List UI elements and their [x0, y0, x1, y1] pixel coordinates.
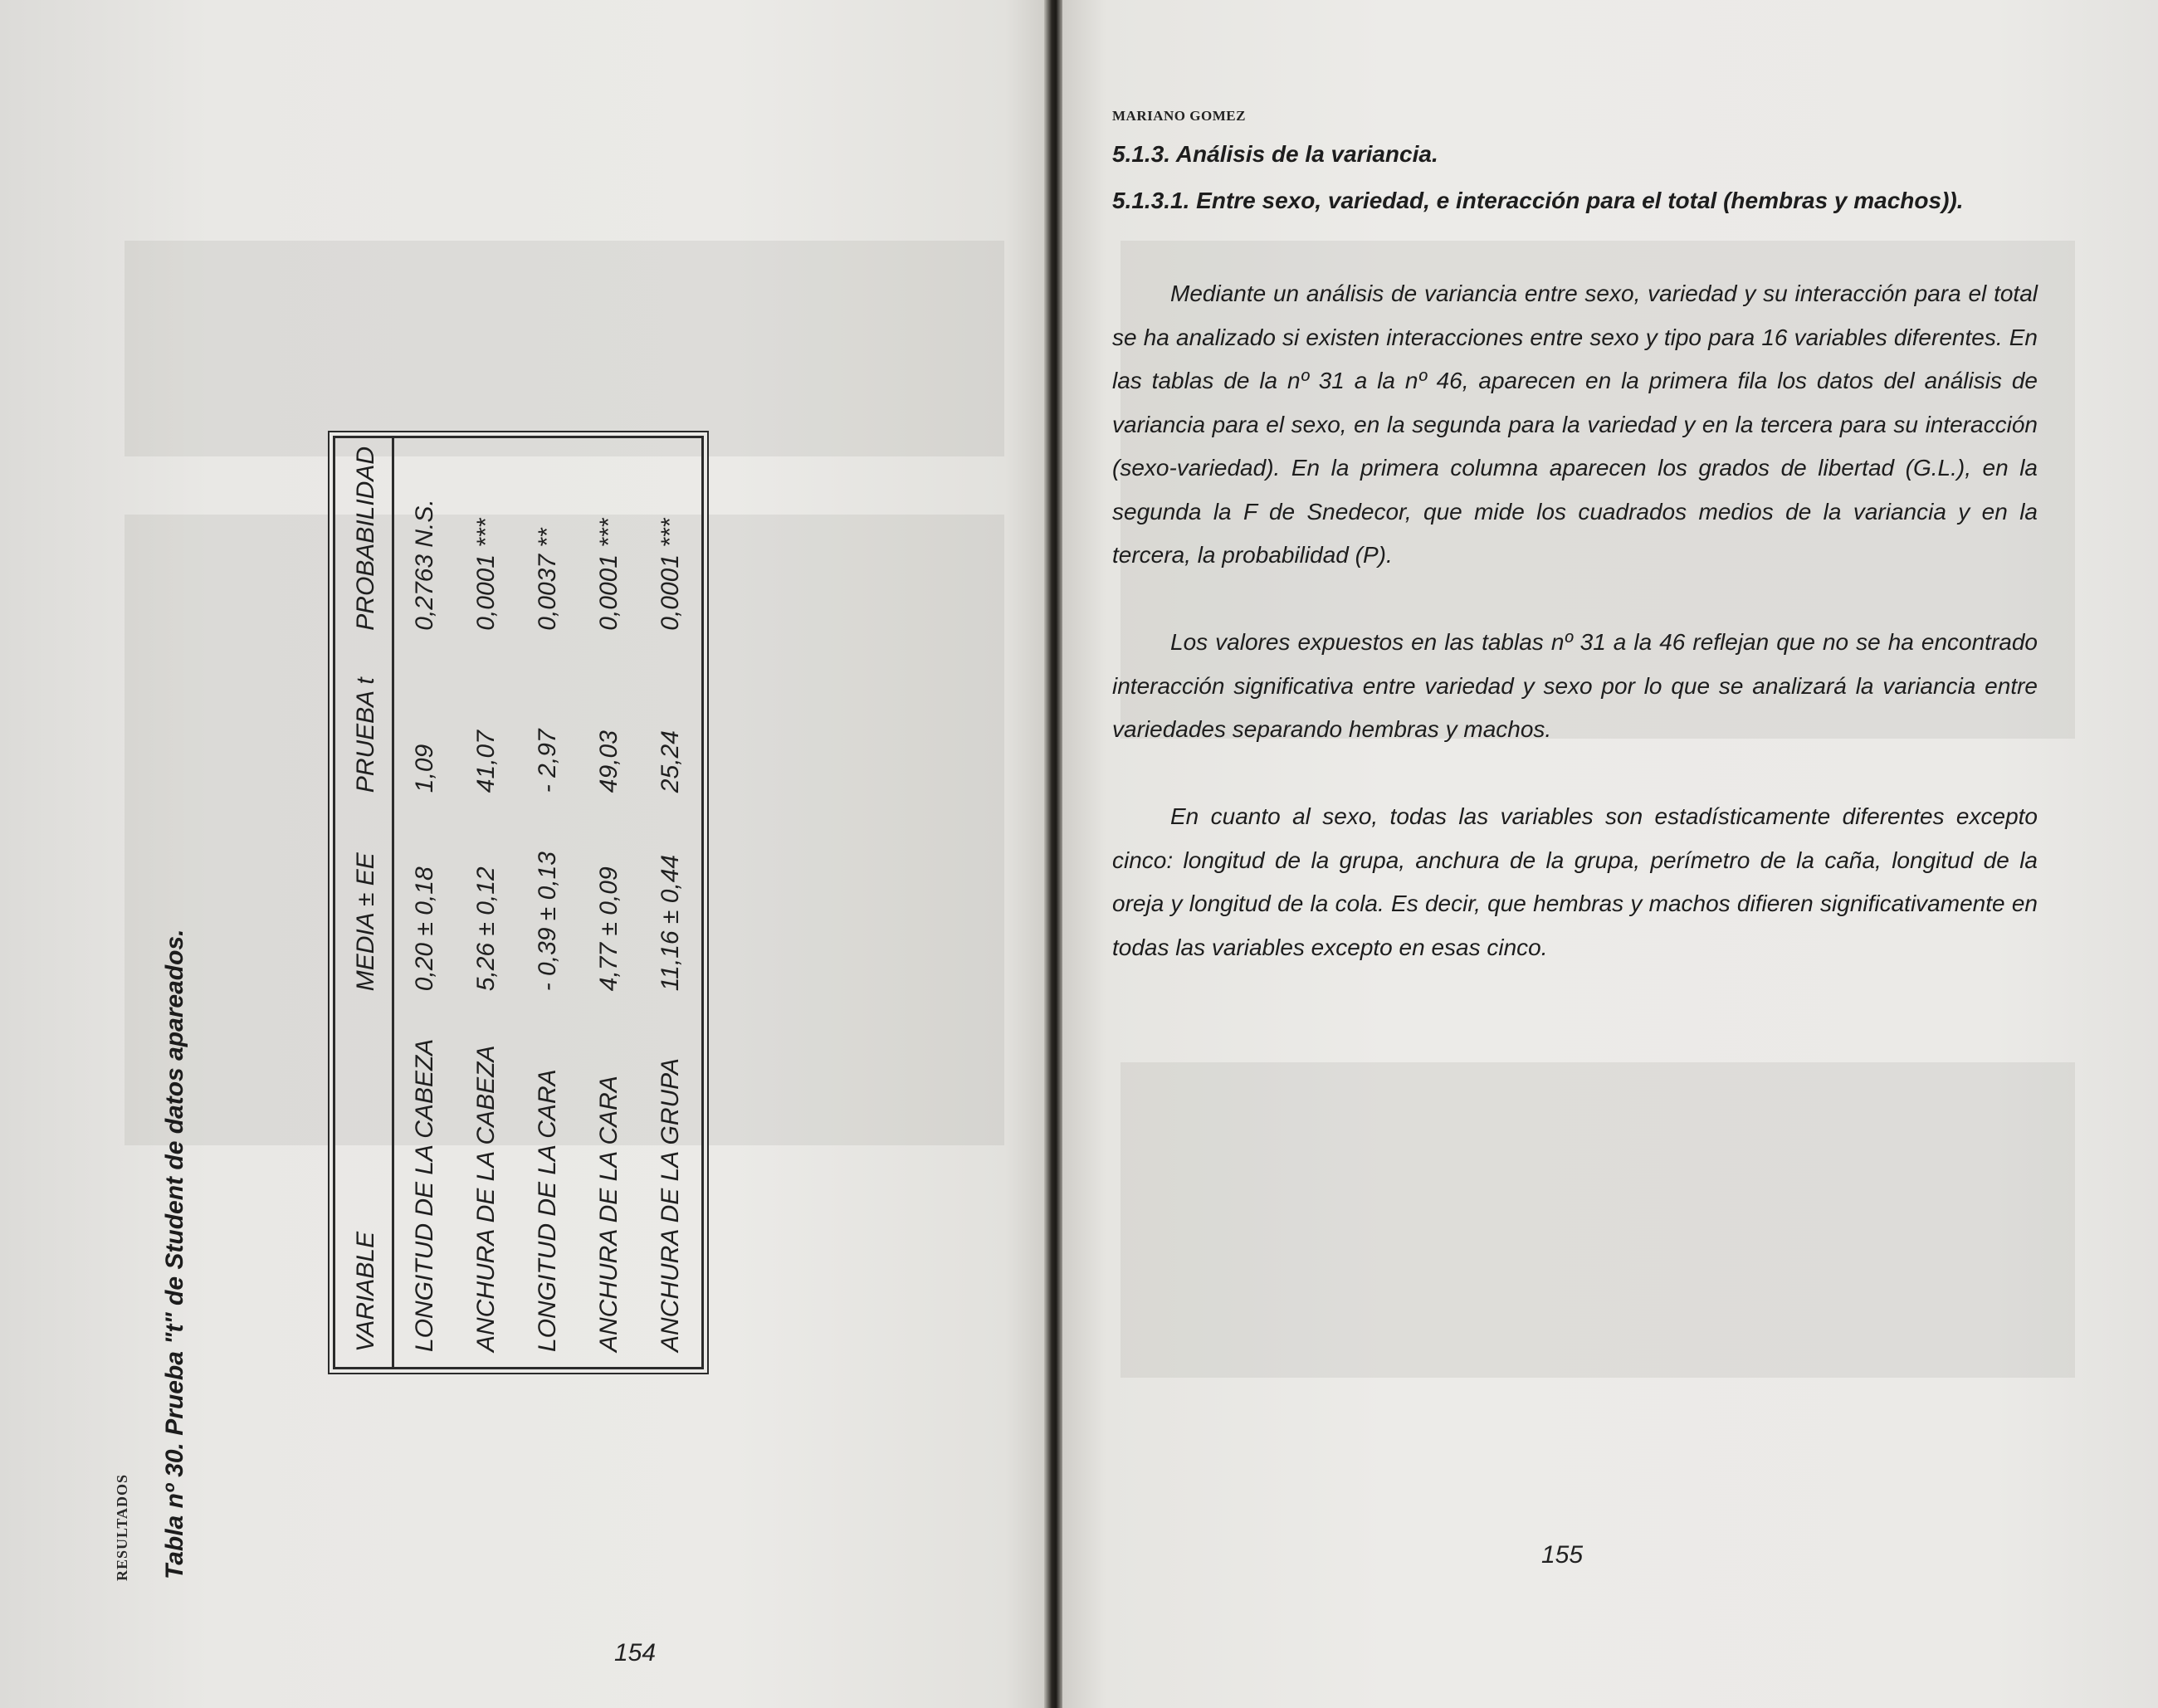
table-row	[456, 438, 517, 1367]
subsection-heading: 5.1.3.1. Entre sexo, variedad, e interacción para el total (hembras y machos)).	[1112, 188, 1964, 213]
table-row	[579, 438, 640, 1367]
table-row	[393, 438, 456, 1367]
cell-mean: 5,26 ± 0,12	[472, 866, 500, 992]
running-head: RESULTADOS	[114, 1473, 130, 1581]
section-heading: 5.1.3. Análisis de la variancia.	[1112, 141, 1438, 167]
cell-mean: 0,20 ± 0,18	[411, 866, 439, 992]
show-through-shadow	[1120, 1062, 2075, 1378]
cell-t: 41,07	[472, 730, 500, 793]
page-number: 155	[1541, 1541, 1584, 1569]
left-page	[0, 0, 1047, 1708]
header-mean: MEDIA ± EE	[335, 808, 393, 1006]
body-paragraph: En cuanto al sexo, todas las variables son estadísticamente diferentes excepto cinco: longitud de la grupa, anchura de la grupa, perímetro de la caña, longitud de la oreja y longitud de la cola. Es decir, que hembras y machos difieren significativamente en todas las variables excepto en esas cinco.	[1112, 803, 2038, 960]
body-paragraph: Mediante un análisis de variancia entre sexo, variedad y su interacción para el total se ha analizado si existen interacciones entre sexo y tipo para 16 variables diferentes. En las tablas de la nº 31 a la nº 46, aparecen en la primera fila los datos del análisis de variancia para el sexo, en la segunda para la variedad y en la tercera para su interacción (sexo-variedad). En la primera columna aparecen los grados de libertad (G.L.), en la segunda la F de Snedecor, que mide los cuadrados medios de la variancia y en la tercera, la probabilidad (P).	[1112, 281, 2038, 568]
cell-mean: - 0,39 ± 0,13	[534, 852, 562, 992]
t-test-table-grid	[335, 438, 701, 1367]
cell-variable: LONGITUD DE LA CARA	[534, 1069, 562, 1352]
header-probability: PROBABILIDAD	[335, 438, 393, 646]
cell-variable: LONGITUD DE LA CABEZA	[411, 1038, 439, 1352]
t-test-table	[333, 436, 704, 1369]
page-number: 154	[614, 1639, 657, 1667]
cell-mean: 4,77 ± 0,09	[595, 866, 623, 992]
cell-variable: ANCHURA DE LA CARA	[595, 1076, 623, 1352]
table-row	[640, 438, 701, 1367]
cell-mean: 11,16 ± 0,44	[657, 854, 684, 992]
running-head: MARIANO GOMEZ	[1112, 108, 1246, 124]
table-row	[517, 438, 579, 1367]
cell-variable: ANCHURA DE LA CABEZA	[472, 1045, 500, 1352]
header-t-test: PRUEBA t	[335, 646, 393, 808]
body-paragraph: Los valores expuestos en las tablas nº 31 a la 46 reflejan que no se ha encontrado interacción significativa entre variedad y sexo por lo que se analizará la variancia entre variedades separando hembras y machos.	[1112, 629, 2038, 742]
cell-t: 25,24	[657, 730, 684, 793]
table-caption: Tabla nº 30. Prueba "t" de Student de datos apareados.	[161, 929, 188, 1579]
cell-probability: 0,0037 **	[534, 528, 562, 631]
cell-probability: 0,0001 ***	[472, 518, 500, 631]
cell-probability: 0,0001 ***	[657, 518, 684, 631]
cell-t: 1,09	[411, 744, 439, 793]
show-through-shadow	[124, 241, 1004, 456]
cell-probability: 0,2763 N.S.	[411, 499, 439, 631]
right-page	[1062, 0, 2158, 1708]
cell-variable: ANCHURA DE LA GRUPA	[657, 1058, 684, 1352]
header-variable: VARIABLE	[335, 1006, 393, 1367]
cell-t: - 2,97	[534, 729, 562, 793]
cell-probability: 0,0001 ***	[595, 518, 623, 631]
table-header-row	[335, 438, 393, 1367]
cell-t: 49,03	[595, 730, 623, 793]
